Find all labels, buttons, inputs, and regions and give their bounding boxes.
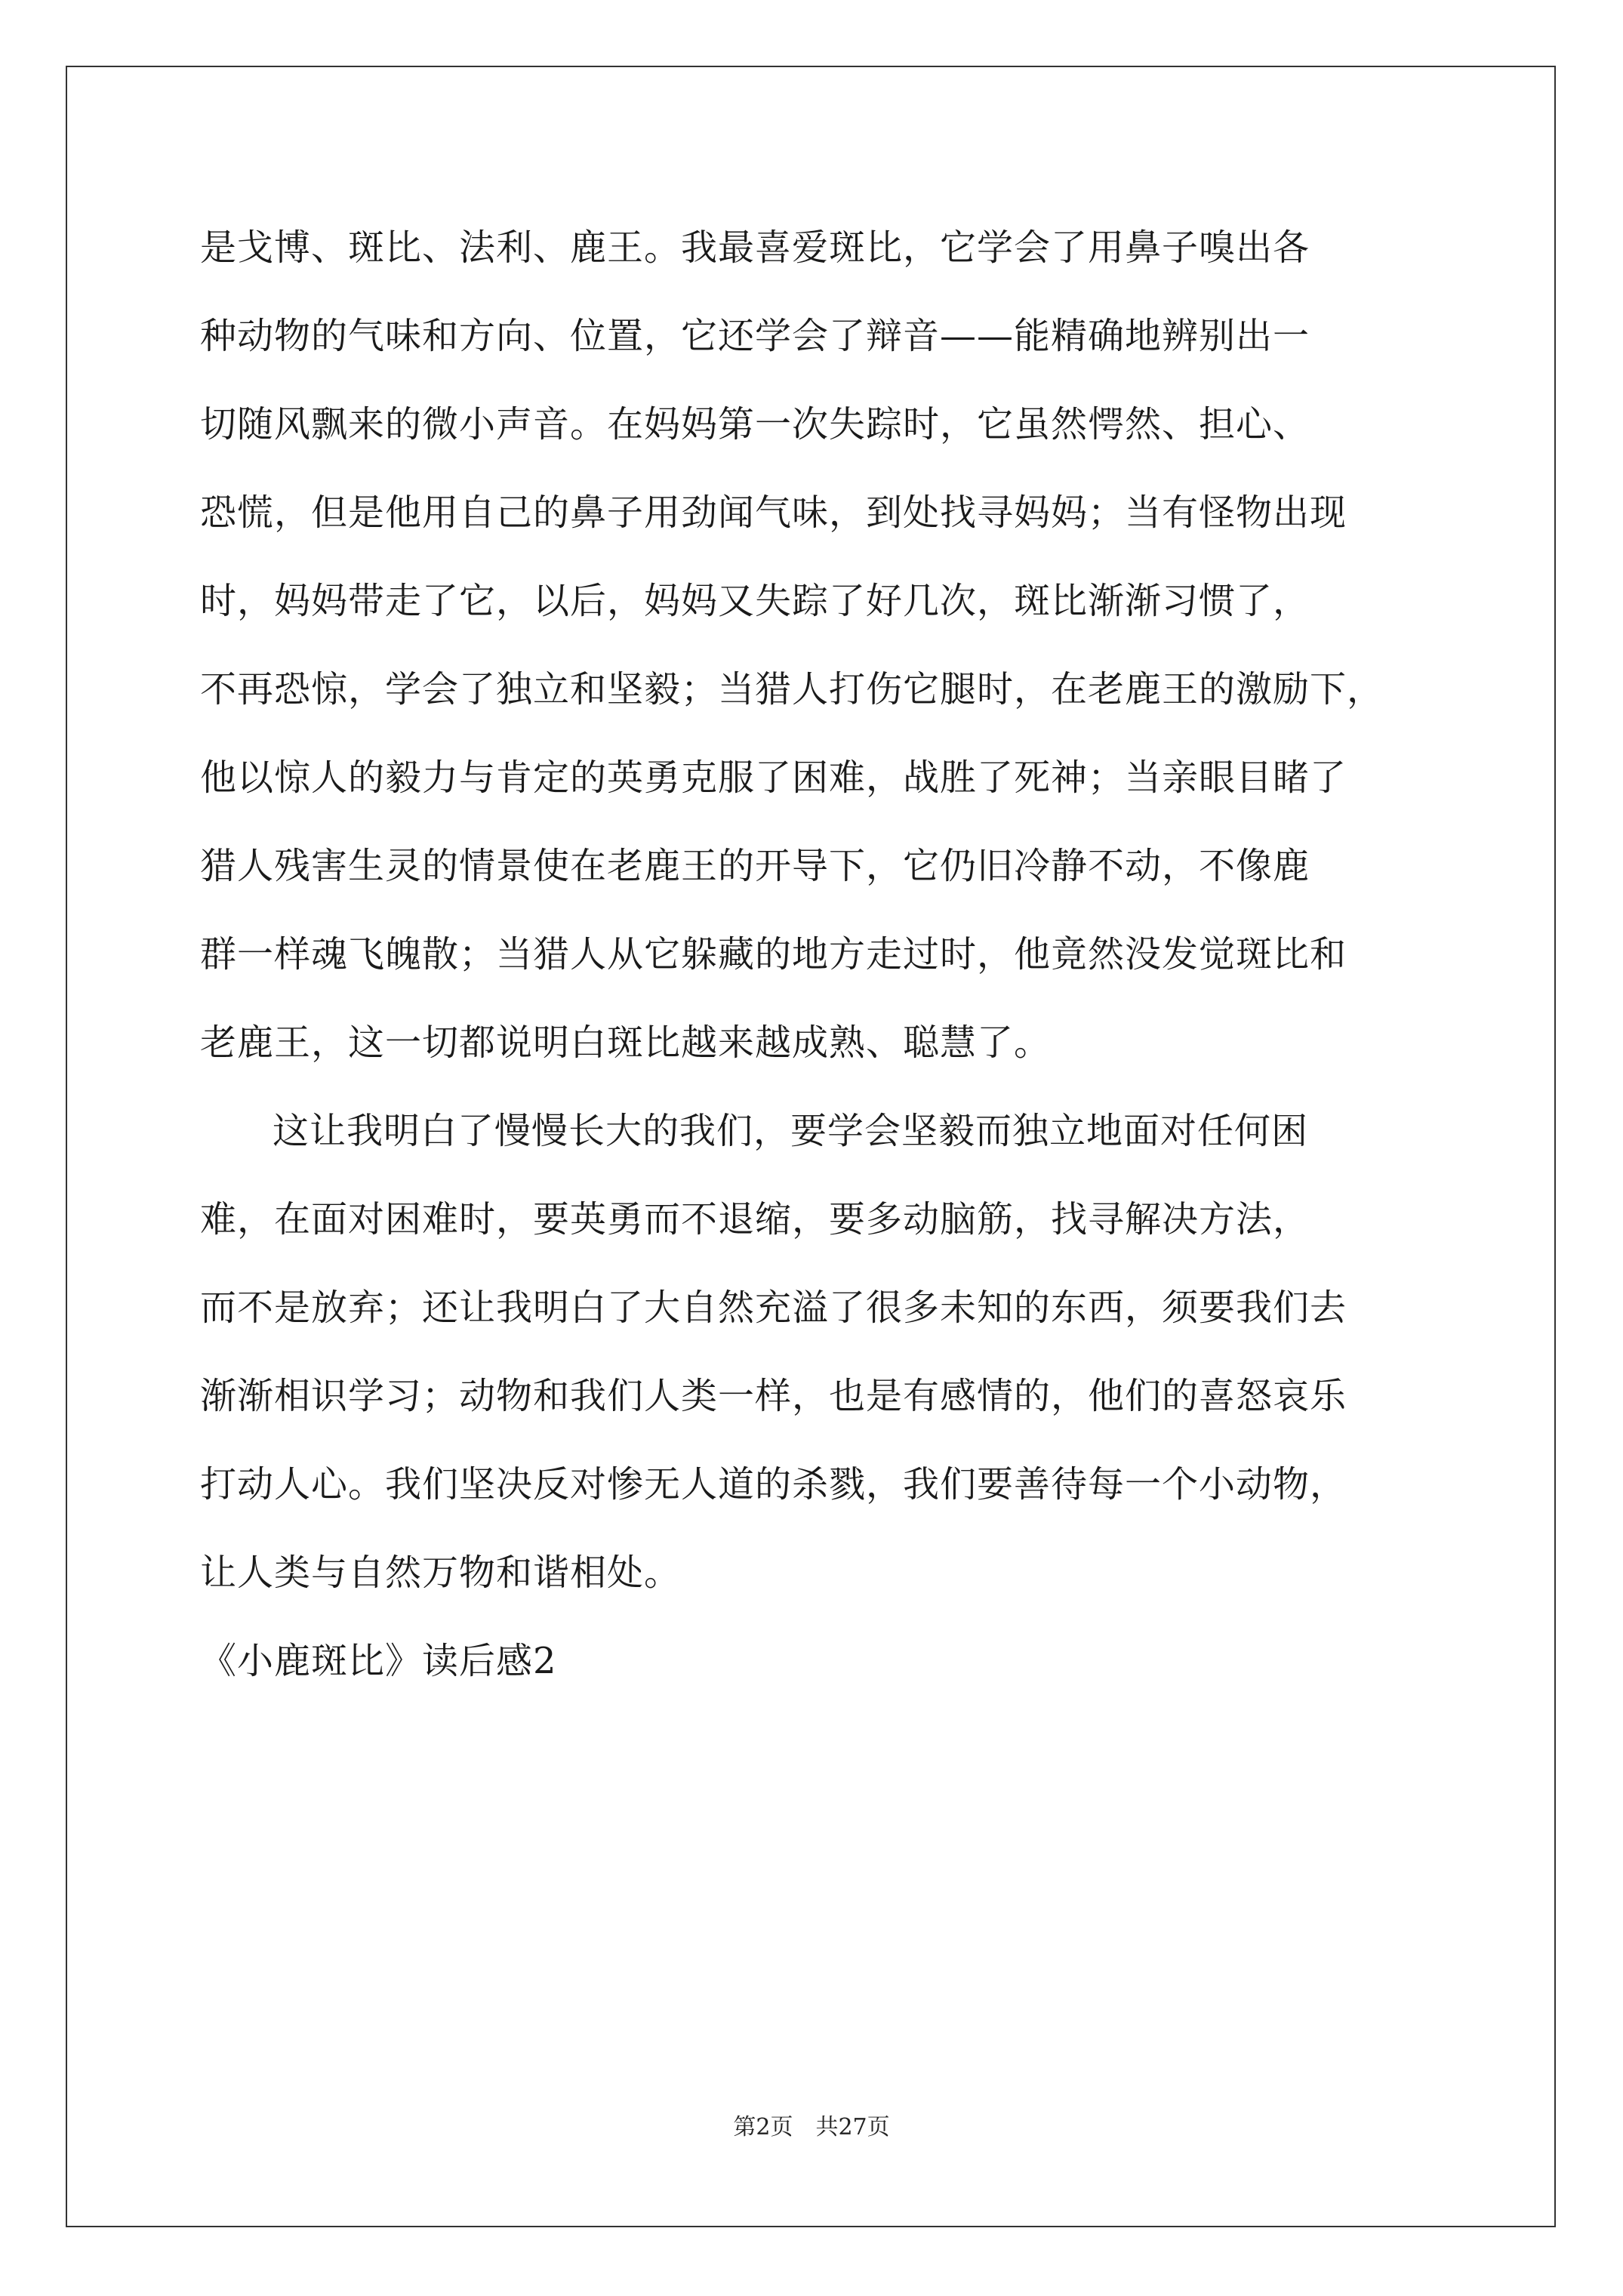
page-footer <box>0 2113 1623 2143</box>
text-line: 时，妈妈带走了它，以后，妈妈又失踪了好几次，斑比渐渐习惯了， <box>200 580 1310 622</box>
text-line: 而不是放弃；还让我明白了大自然充溢了很多未知的东西，须要我们去 <box>200 1287 1347 1329</box>
text-line: 猎人残害生灵的情景使在老鹿王的开导下，它仍旧冷静不动，不像鹿 <box>200 845 1310 887</box>
paragraph-1 <box>200 204 1453 1087</box>
paragraph-2 <box>200 1087 1453 1617</box>
text-line: 恐慌，但是他用自己的鼻子用劲闻气味，到处找寻妈妈；当有怪物出现 <box>200 492 1347 534</box>
text-line: 渐渐相识学习；动物和我们人类一样，也是有感情的，他们的喜怒哀乐 <box>200 1375 1347 1417</box>
page-number: 第2页 <box>733 2114 793 2140</box>
text-line: 不再恐惊，学会了独立和坚毅；当猎人打伤它腿时，在老鹿王的激励下， <box>200 668 1384 710</box>
text-line: 群一样魂飞魄散；当猎人从它躲藏的地方走过时，他竟然没发觉斑比和 <box>200 933 1347 975</box>
text-line: 打动人心。我们坚决反对惨无人道的杀戮，我们要善待每一个小动物， <box>200 1463 1347 1505</box>
text-line: 切随风飘来的微小声音。在妈妈第一次失踪时，它虽然愕然、担心、 <box>200 403 1310 445</box>
text-line: 让人类与自然万物和谐相处。 <box>200 1552 682 1594</box>
page-total: 共27页 <box>815 2114 890 2140</box>
text-line: 难，在面对困难时，要英勇而不退缩，要多动脑筋，找寻解决方法， <box>200 1198 1310 1240</box>
section-title: 《小鹿斑比》读后感2 <box>200 1640 557 1682</box>
text-line: 种动物的气味和方向、位置，它还学会了辩音——能精确地辨别出一 <box>200 315 1310 357</box>
text-line: 这让我明白了慢慢长大的我们，要学会坚毅而独立地面对任何困 <box>273 1110 1309 1152</box>
document-body <box>200 204 1453 1706</box>
text-line: 是戈博、斑比、法利、鹿王。我最喜爱斑比，它学会了用鼻子嗅出各 <box>200 227 1310 269</box>
text-line: 他以惊人的毅力与肯定的英勇克服了困难，战胜了死神；当亲眼目睹了 <box>200 757 1347 799</box>
text-line: 老鹿王，这一切都说明白斑比越来越成熟、聪慧了。 <box>200 1022 1052 1064</box>
